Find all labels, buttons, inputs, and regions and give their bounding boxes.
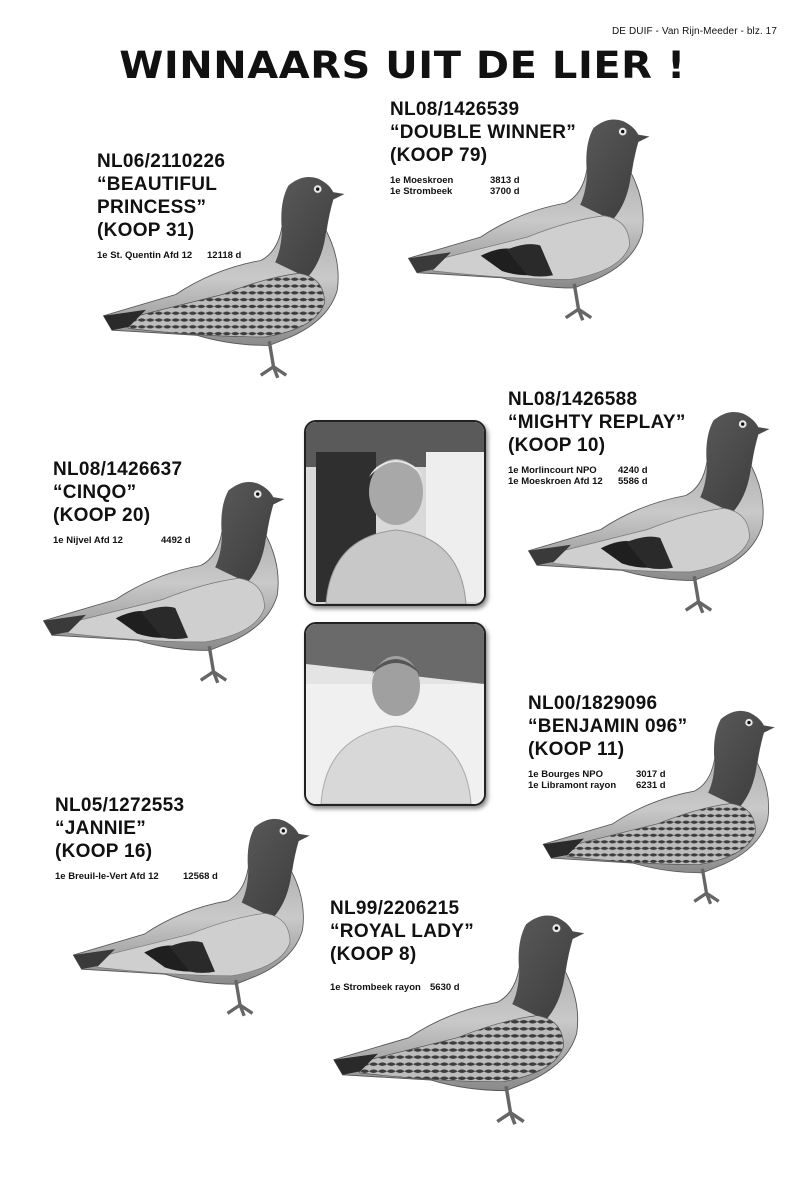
result-row: [528, 769, 728, 780]
result-row: [97, 250, 257, 261]
result-race: 1e Strombeek: [390, 186, 453, 197]
ring-number: NL05/1272553: [55, 795, 185, 816]
results-list: [55, 871, 255, 882]
result-row: [508, 476, 748, 487]
breeder-photo-bottom: [304, 622, 486, 806]
pigeon-name: “JANNIE”: [55, 818, 147, 839]
result-distance: 3813 d: [490, 175, 520, 186]
ring-number: NL06/2110226: [97, 151, 226, 172]
pigeon-info-jannie: [55, 794, 255, 882]
result-row: [390, 175, 610, 186]
lot-number: (KOOP 16): [55, 841, 153, 862]
result-distance: 12118 d: [207, 250, 242, 261]
results-list: [330, 982, 530, 993]
pigeon-name: “DOUBLE WINNER”: [390, 122, 577, 143]
results-list: [508, 465, 748, 487]
result-distance: 6231 d: [636, 780, 666, 791]
breeder-photo-top: [304, 420, 486, 606]
pigeon-name: “CINQO”: [53, 482, 137, 503]
lot-number: (KOOP 11): [528, 739, 625, 760]
result-row: [55, 871, 255, 882]
lot-number: (KOOP 10): [508, 435, 606, 456]
breeder-portrait-bottom: [306, 624, 484, 804]
lot-number: (KOOP 79): [390, 145, 488, 166]
pigeon-info-beautiful-princess: [97, 150, 257, 261]
results-list: [97, 250, 257, 261]
lot-number: (KOOP 8): [330, 944, 417, 965]
result-distance: 12568 d: [183, 871, 218, 882]
result-race: 1e Moeskroen: [390, 175, 454, 186]
lot-number: (KOOP 20): [53, 505, 151, 526]
result-distance: 3017 d: [636, 769, 666, 780]
page-title: WINNAARS UIT DE LIER !: [119, 44, 686, 87]
result-distance: 5630 d: [430, 982, 460, 993]
breeder-portrait-top: [306, 422, 484, 604]
result-race: 1e Bourges NPO: [528, 769, 603, 780]
ring-number: NL08/1426637: [53, 459, 183, 480]
result-race: 1e Breuil-le-Vert Afd 12: [55, 871, 159, 882]
pigeon-info-royal-lady: [330, 897, 530, 993]
result-row: [330, 982, 530, 993]
results-list: [528, 769, 728, 791]
result-race: 1e Nijvel Afd 12: [53, 535, 123, 546]
result-race: 1e Morlincourt NPO: [508, 465, 597, 476]
result-distance: 5586 d: [618, 476, 648, 487]
pigeon-info-benjamin-096: [528, 692, 728, 791]
pigeon-name: “ROYAL LADY”: [330, 921, 475, 942]
pigeon-info-mighty-replay: [508, 388, 748, 487]
lot-number: (KOOP 31): [97, 220, 195, 241]
result-row: [508, 465, 748, 476]
results-list: [53, 535, 253, 546]
result-race: 1e Strombeek rayon: [330, 982, 421, 993]
pigeon-name: “BEAUTIFUL PRINCESS”: [97, 174, 217, 218]
result-row: [390, 186, 610, 197]
ring-number: NL08/1426588: [508, 389, 638, 410]
results-list: [390, 175, 610, 197]
result-distance: 3700 d: [490, 186, 520, 197]
ring-number: NL99/2206215: [330, 898, 460, 919]
pigeon-name: “MIGHTY REPLAY”: [508, 412, 686, 433]
pigeon-info-double-winner: [390, 98, 610, 197]
result-race: 1e St. Quentin Afd 12: [97, 250, 193, 261]
result-distance: 4240 d: [618, 465, 648, 476]
page-header: DE DUIF - Van Rijn-Meeder - blz. 17: [611, 26, 777, 37]
result-row: [528, 780, 728, 791]
result-race: 1e Moeskroen Afd 12: [508, 476, 603, 487]
pigeon-info-cinqo: [53, 458, 253, 546]
result-race: 1e Libramont rayon: [528, 780, 617, 791]
ring-number: NL00/1829096: [528, 693, 658, 714]
pigeon-name: “BENJAMIN 096”: [528, 716, 688, 737]
ring-number: NL08/1426539: [390, 99, 520, 120]
result-row: [53, 535, 253, 546]
result-distance: 4492 d: [161, 535, 191, 546]
